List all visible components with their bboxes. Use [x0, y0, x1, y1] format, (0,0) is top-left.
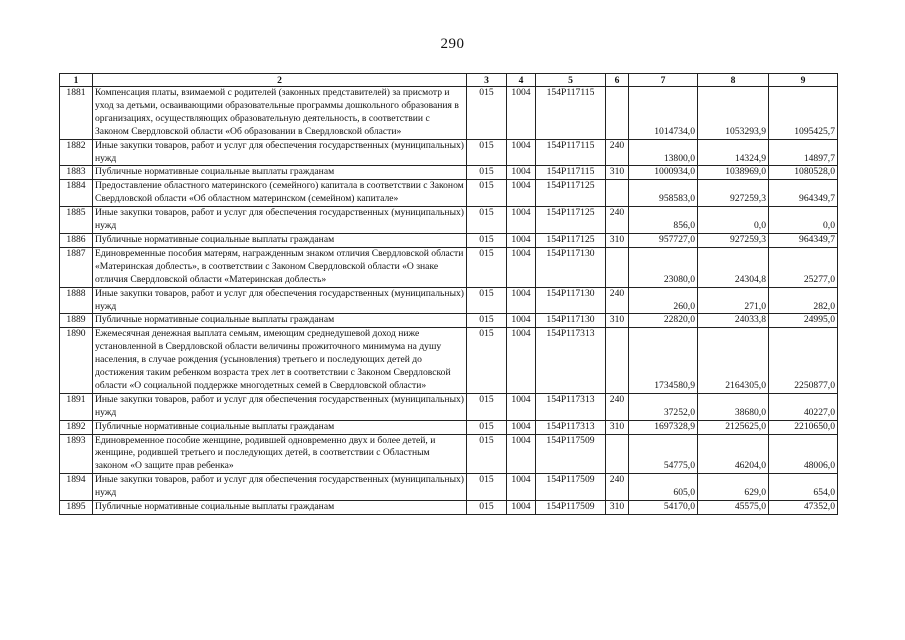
- column-header: 4: [507, 74, 536, 87]
- row-amount-year-1: 957727,0: [629, 233, 698, 247]
- row-description: Иные закупки товаров, работ и услуг для обеспечения государственных (муниципальных) нужд: [93, 287, 467, 314]
- table-row: [60, 247, 838, 287]
- row-target-code: 154P117115: [536, 166, 606, 180]
- header-row: [60, 74, 838, 87]
- row-amount-year-3: 40227,0: [769, 393, 838, 420]
- row-number: 1892: [60, 420, 93, 434]
- row-expense-type: [606, 247, 629, 287]
- row-number: 1887: [60, 247, 93, 287]
- row-target-code: 154P117125: [536, 233, 606, 247]
- row-ministry-code: 015: [467, 180, 507, 207]
- row-amount-year-3: 0,0: [769, 207, 838, 234]
- row-ministry-code: 015: [467, 501, 507, 515]
- row-expense-type: 240: [606, 207, 629, 234]
- column-header: 6: [606, 74, 629, 87]
- row-amount-year-2: 1038969,0: [698, 166, 769, 180]
- row-amount-year-2: 24033,8: [698, 314, 769, 328]
- row-ministry-code: 015: [467, 139, 507, 166]
- row-description: Единовременные пособия матерям, награжденным знаком отличия Свердловской области «Материнская доблесть», в соответствии с Законом Свердловской области «О знаке отличия Свердловской области «Материнская доблесть»: [93, 247, 467, 287]
- row-expense-type: [606, 180, 629, 207]
- table-row: [60, 434, 838, 474]
- column-header: 2: [93, 74, 467, 87]
- row-expense-type: 310: [606, 501, 629, 515]
- row-target-code: 154P117509: [536, 474, 606, 501]
- row-section-code: 1004: [507, 434, 536, 474]
- table-row: [60, 501, 838, 515]
- row-number: 1885: [60, 207, 93, 234]
- row-amount-year-2: 46204,0: [698, 434, 769, 474]
- row-amount-year-1: 54775,0: [629, 434, 698, 474]
- row-amount-year-3: 964349,7: [769, 233, 838, 247]
- row-amount-year-3: 2210650,0: [769, 420, 838, 434]
- row-number: 1893: [60, 434, 93, 474]
- row-ministry-code: 015: [467, 474, 507, 501]
- row-description: Публичные нормативные социальные выплаты гражданам: [93, 314, 467, 328]
- row-target-code: 154P117313: [536, 328, 606, 394]
- row-amount-year-1: 856,0: [629, 207, 698, 234]
- row-target-code: 154P117509: [536, 501, 606, 515]
- row-number: 1891: [60, 393, 93, 420]
- row-section-code: 1004: [507, 474, 536, 501]
- row-amount-year-2: 2125625,0: [698, 420, 769, 434]
- row-description: Иные закупки товаров, работ и услуг для обеспечения государственных (муниципальных) нужд: [93, 207, 467, 234]
- row-ministry-code: 015: [467, 247, 507, 287]
- row-section-code: 1004: [507, 139, 536, 166]
- row-description: Публичные нормативные социальные выплаты гражданам: [93, 166, 467, 180]
- table-row: [60, 328, 838, 394]
- column-header: 5: [536, 74, 606, 87]
- row-expense-type: 310: [606, 166, 629, 180]
- row-amount-year-2: 629,0: [698, 474, 769, 501]
- row-number: 1894: [60, 474, 93, 501]
- row-amount-year-2: 14324,9: [698, 139, 769, 166]
- row-description: Иные закупки товаров, работ и услуг для обеспечения государственных (муниципальных) нужд: [93, 474, 467, 501]
- row-number: 1882: [60, 139, 93, 166]
- table-row: [60, 314, 838, 328]
- row-amount-year-3: 964349,7: [769, 180, 838, 207]
- row-expense-type: 310: [606, 314, 629, 328]
- row-description: Единовременное пособие женщине, родившей одновременно двух и более детей, и женщине, родившей третьего и последующих детей, в соответствии с Областным законом «О защите прав ребенка»: [93, 434, 467, 474]
- row-expense-type: 240: [606, 393, 629, 420]
- row-amount-year-1: 1734580,9: [629, 328, 698, 394]
- table-row: [60, 87, 838, 140]
- row-target-code: 154P117130: [536, 314, 606, 328]
- row-amount-year-3: 48006,0: [769, 434, 838, 474]
- row-number: 1895: [60, 501, 93, 515]
- row-section-code: 1004: [507, 207, 536, 234]
- row-amount-year-2: 0,0: [698, 207, 769, 234]
- row-ministry-code: 015: [467, 314, 507, 328]
- row-number: 1881: [60, 87, 93, 140]
- row-amount-year-3: 1095425,7: [769, 87, 838, 140]
- row-amount-year-3: 14897,7: [769, 139, 838, 166]
- row-amount-year-2: 2164305,0: [698, 328, 769, 394]
- column-header: 3: [467, 74, 507, 87]
- column-header: 7: [629, 74, 698, 87]
- row-amount-year-1: 260,0: [629, 287, 698, 314]
- row-amount-year-2: 38680,0: [698, 393, 769, 420]
- row-description: Компенсация платы, взимаемой с родителей (законных представителей) за присмотр и уход за детьми, осваивающими образовательные программы дошкольного образования в организациях, осуществляющих образовательную деятельность, в соответствии с Законом Свердловской области «Об образовании в Свердловской области»: [93, 87, 467, 140]
- row-target-code: 154P117125: [536, 180, 606, 207]
- row-amount-year-2: 1053293,9: [698, 87, 769, 140]
- row-ministry-code: 015: [467, 207, 507, 234]
- row-amount-year-2: 927259,3: [698, 233, 769, 247]
- row-number: 1888: [60, 287, 93, 314]
- table-row: [60, 420, 838, 434]
- row-amount-year-3: 282,0: [769, 287, 838, 314]
- row-number: 1884: [60, 180, 93, 207]
- row-amount-year-1: 54170,0: [629, 501, 698, 515]
- row-expense-type: 240: [606, 139, 629, 166]
- table-row: [60, 287, 838, 314]
- row-amount-year-3: 2250877,0: [769, 328, 838, 394]
- row-amount-year-1: 1000934,0: [629, 166, 698, 180]
- row-amount-year-1: 1697328,9: [629, 420, 698, 434]
- row-expense-type: [606, 434, 629, 474]
- row-amount-year-2: 45575,0: [698, 501, 769, 515]
- row-amount-year-1: 23080,0: [629, 247, 698, 287]
- row-description: Ежемесячная денежная выплата семьям, имеющим среднедушевой доход ниже установленной в Свердловской области величины прожиточного минимума на душу населения, в случае рождения (усыновления) третьего и последующих детей до достижения таким ребенком возраста трех лет в соответствии с Законом Свердловской области «О социальной поддержке многодетных семей в Свердловской области»: [93, 328, 467, 394]
- row-description: Публичные нормативные социальные выплаты гражданам: [93, 420, 467, 434]
- row-amount-year-3: 654,0: [769, 474, 838, 501]
- row-amount-year-1: 1014734,0: [629, 87, 698, 140]
- row-target-code: 154P117313: [536, 420, 606, 434]
- row-expense-type: 240: [606, 287, 629, 314]
- row-expense-type: [606, 328, 629, 394]
- row-amount-year-1: 37252,0: [629, 393, 698, 420]
- row-amount-year-1: 958583,0: [629, 180, 698, 207]
- row-number: 1889: [60, 314, 93, 328]
- row-ministry-code: 015: [467, 328, 507, 394]
- table-body: [60, 87, 838, 515]
- table-row: [60, 180, 838, 207]
- row-section-code: 1004: [507, 420, 536, 434]
- row-ministry-code: 015: [467, 87, 507, 140]
- row-target-code: 154P117130: [536, 287, 606, 314]
- row-section-code: 1004: [507, 166, 536, 180]
- row-amount-year-1: 13800,0: [629, 139, 698, 166]
- row-target-code: 154P117509: [536, 434, 606, 474]
- row-section-code: 1004: [507, 233, 536, 247]
- row-number: 1886: [60, 233, 93, 247]
- row-ministry-code: 015: [467, 393, 507, 420]
- table-row: [60, 474, 838, 501]
- row-description: Иные закупки товаров, работ и услуг для обеспечения государственных (муниципальных) нужд: [93, 139, 467, 166]
- row-description: Публичные нормативные социальные выплаты гражданам: [93, 233, 467, 247]
- page-number: 290: [440, 36, 465, 52]
- row-ministry-code: 015: [467, 166, 507, 180]
- row-number: 1890: [60, 328, 93, 394]
- row-section-code: 1004: [507, 180, 536, 207]
- row-description: Предоставление областного материнского (семейного) капитала в соответствии с Законом Свердловской области «Об областном материнском (семейном) капитале»: [93, 180, 467, 207]
- row-expense-type: 310: [606, 233, 629, 247]
- column-header: 9: [769, 74, 838, 87]
- row-ministry-code: 015: [467, 434, 507, 474]
- row-amount-year-3: 24995,0: [769, 314, 838, 328]
- row-section-code: 1004: [507, 287, 536, 314]
- table-row: [60, 207, 838, 234]
- table-row: [60, 139, 838, 166]
- row-amount-year-1: 605,0: [629, 474, 698, 501]
- row-section-code: 1004: [507, 501, 536, 515]
- row-target-code: 154P117313: [536, 393, 606, 420]
- row-section-code: 1004: [507, 328, 536, 394]
- row-description: Иные закупки товаров, работ и услуг для обеспечения государственных (муниципальных) нужд: [93, 393, 467, 420]
- row-section-code: 1004: [507, 314, 536, 328]
- table-row: [60, 233, 838, 247]
- row-expense-type: [606, 87, 629, 140]
- row-amount-year-3: 25277,0: [769, 247, 838, 287]
- row-amount-year-3: 47352,0: [769, 501, 838, 515]
- row-amount-year-3: 1080528,0: [769, 166, 838, 180]
- column-header: 8: [698, 74, 769, 87]
- table-row: [60, 393, 838, 420]
- row-section-code: 1004: [507, 393, 536, 420]
- budget-table: [59, 73, 838, 515]
- row-target-code: 154P117115: [536, 87, 606, 140]
- row-amount-year-1: 22820,0: [629, 314, 698, 328]
- row-ministry-code: 015: [467, 287, 507, 314]
- row-amount-year-2: 927259,3: [698, 180, 769, 207]
- row-description: Публичные нормативные социальные выплаты гражданам: [93, 501, 467, 515]
- row-amount-year-2: 271,0: [698, 287, 769, 314]
- row-target-code: 154P117125: [536, 207, 606, 234]
- row-ministry-code: 015: [467, 420, 507, 434]
- row-number: 1883: [60, 166, 93, 180]
- row-section-code: 1004: [507, 87, 536, 140]
- row-ministry-code: 015: [467, 233, 507, 247]
- column-header: 1: [60, 74, 93, 87]
- row-section-code: 1004: [507, 247, 536, 287]
- row-target-code: 154P117115: [536, 139, 606, 166]
- row-expense-type: 240: [606, 474, 629, 501]
- row-target-code: 154P117130: [536, 247, 606, 287]
- table-row: [60, 166, 838, 180]
- row-expense-type: 310: [606, 420, 629, 434]
- row-amount-year-2: 24304,8: [698, 247, 769, 287]
